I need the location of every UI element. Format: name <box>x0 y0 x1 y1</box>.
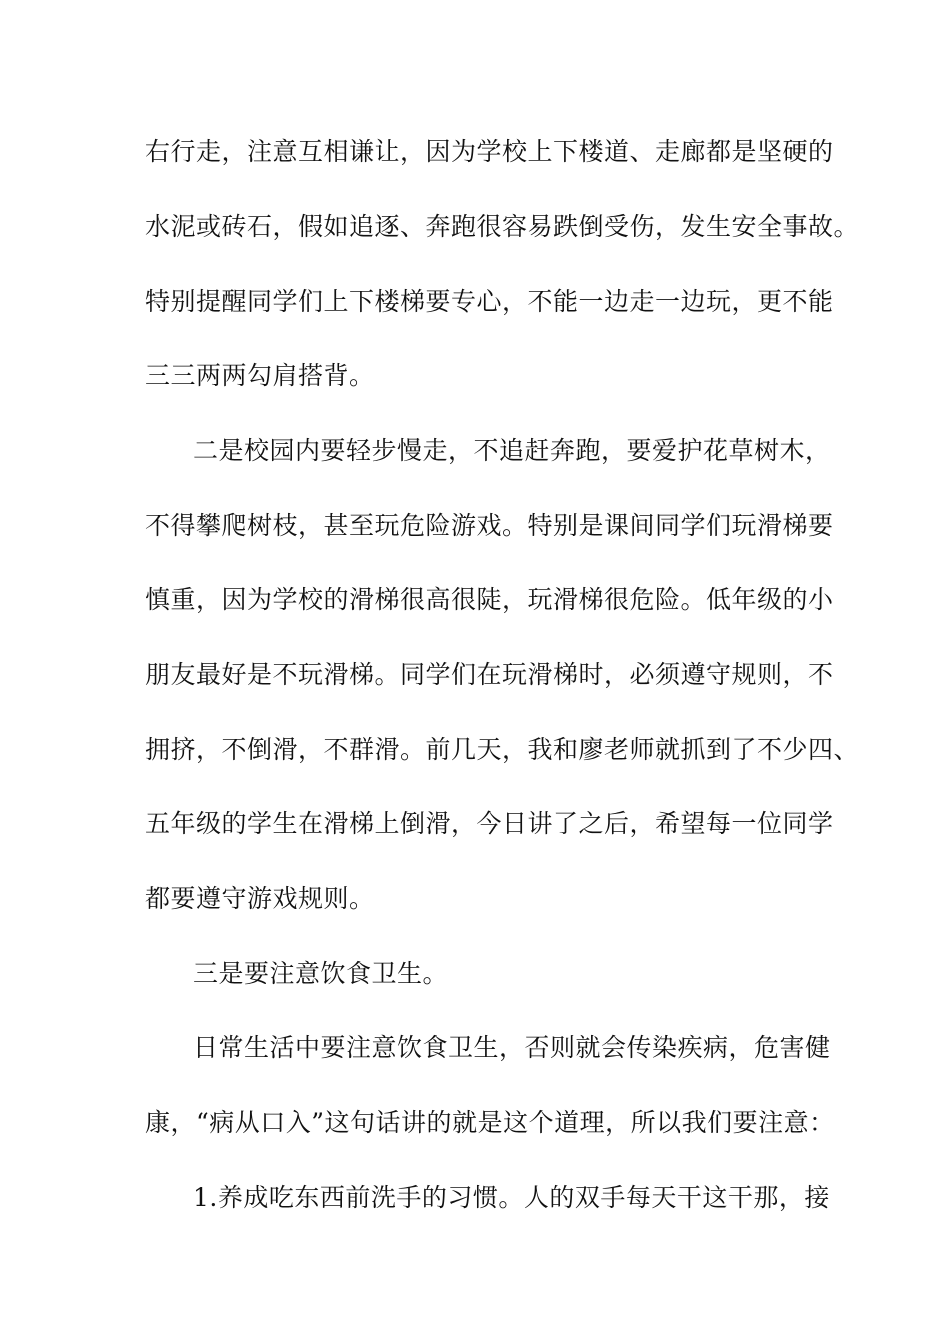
text-line: 不得攀爬树枝，甚至玩危险游戏。特别是课间同学们玩滑梯要 <box>145 511 834 540</box>
list-item-line: 1.养成吃东西前洗手的习惯。人的双手每天干这干那，接 <box>193 1183 830 1212</box>
paragraph-start-line: 二是校园内要轻步慢走，不追赶奔跑，要爱护花草树木， <box>193 436 831 465</box>
text-line: 康，“病从口入”这句话讲的就是这个道理，所以我们要注意： <box>145 1108 835 1137</box>
text-line: 三三两两勾肩搭背。 <box>145 361 375 390</box>
text-line: 五年级的学生在滑梯上倒滑，今日讲了之后，希望每一位同学 <box>145 809 834 838</box>
paragraph-start-line: 日常生活中要注意饮食卫生，否则就会传染疾病，危害健 <box>193 1033 831 1062</box>
text-line: 慎重，因为学校的滑梯很高很陡，玩滑梯很危险。低年级的小 <box>145 585 834 614</box>
text-line: 特别提醒同学们上下楼梯要专心，不能一边走一边玩，更不能 <box>145 287 834 316</box>
text-line: 水泥或砖石，假如追逐、奔跑很容易跌倒受伤，发生安全事故。 <box>145 212 860 241</box>
text-line: 右行走，注意互相谦让，因为学校上下楼道、走廊都是坚硬的 <box>145 137 834 166</box>
section-heading-line: 三是要注意饮食卫生。 <box>193 959 449 988</box>
text-line: 朋友最好是不玩滑梯。同学们在玩滑梯时，必须遵守规则，不 <box>145 660 834 689</box>
text-line: 都要遵守游戏规则。 <box>145 884 375 913</box>
text-line: 拥挤，不倒滑，不群滑。前几天，我和廖老师就抓到了不少四、 <box>145 735 860 764</box>
